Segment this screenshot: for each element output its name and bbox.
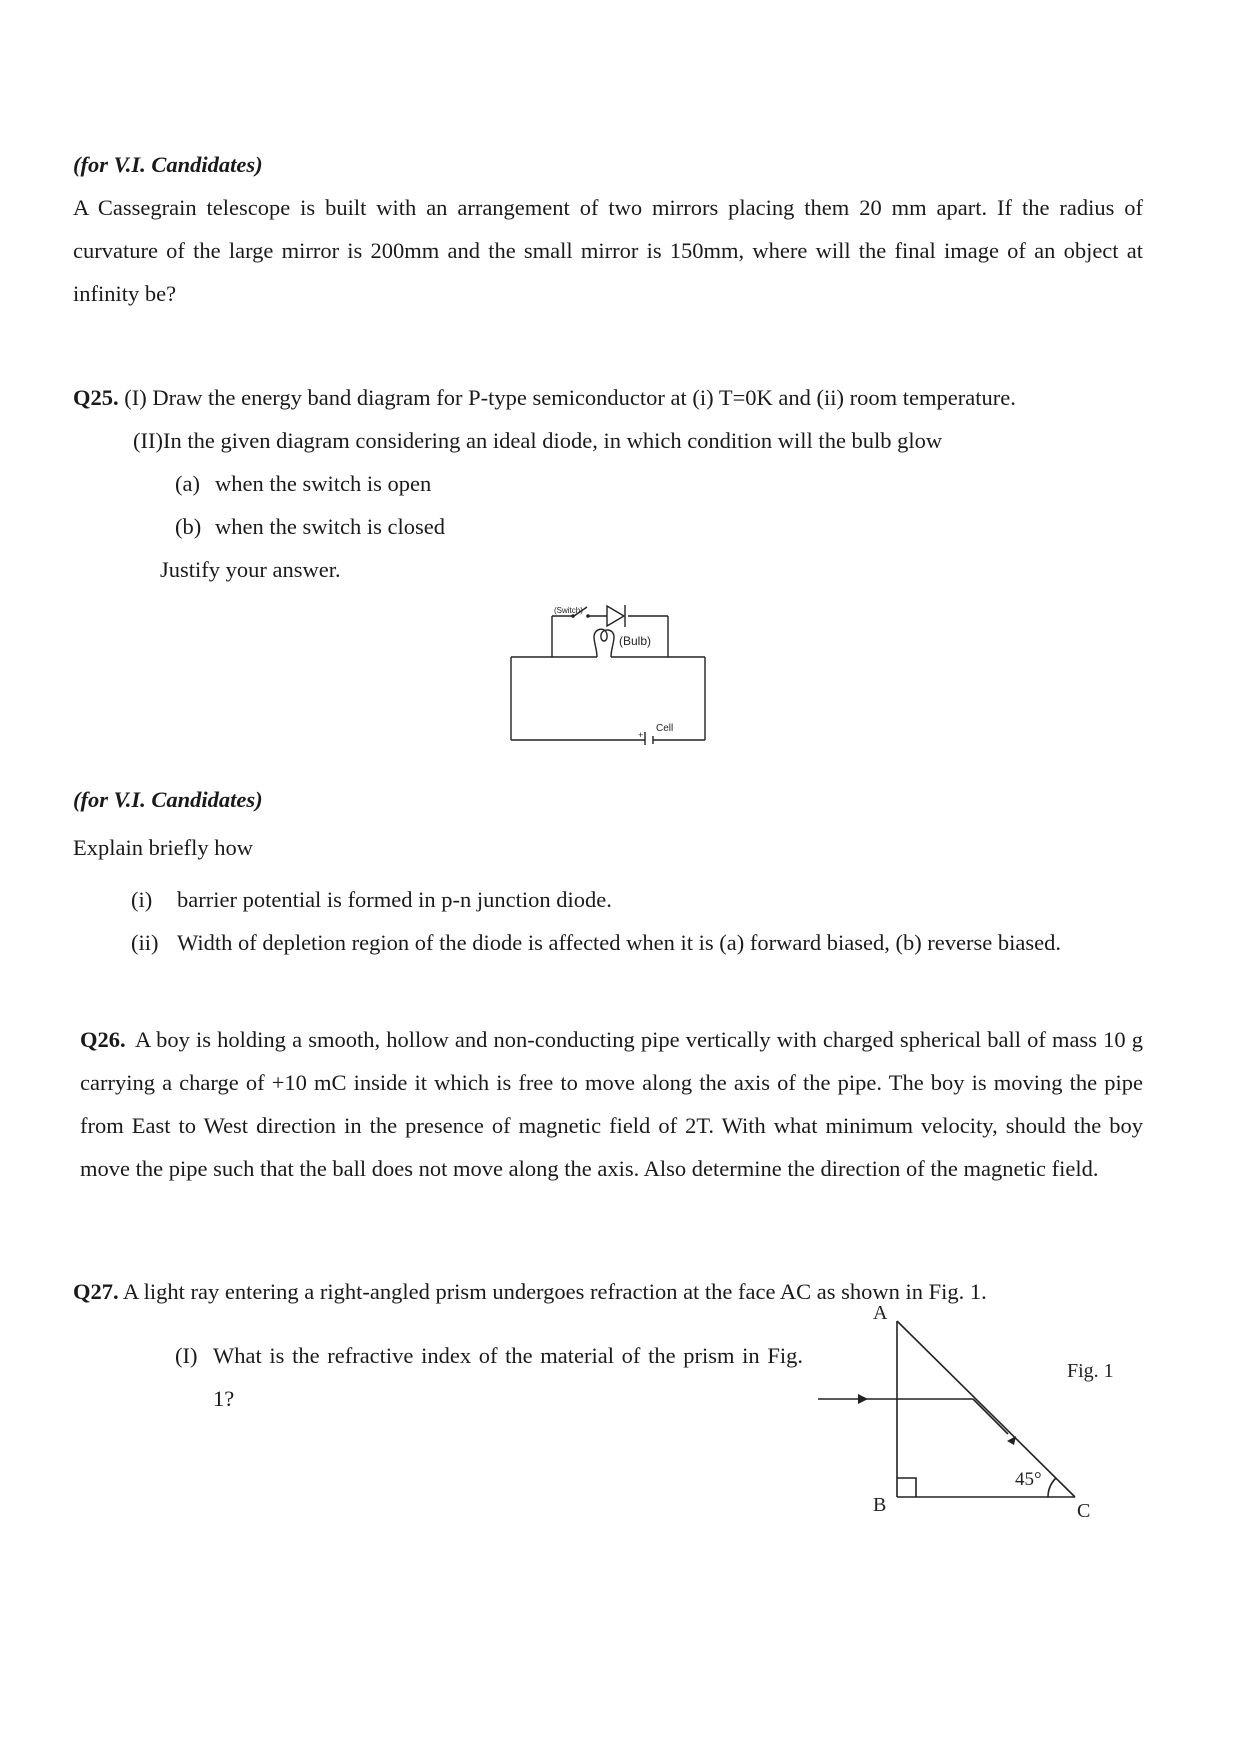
refracted-arrow-icon <box>1007 1436 1016 1445</box>
bulb-icon <box>594 629 614 657</box>
angle-arc <box>1048 1478 1056 1497</box>
q25-justify: Justify your answer. <box>160 557 341 582</box>
vi-question-1: A Cassegrain telescope is built with an arrangement of two mirrors placing them 20 mm apart. If the radius of curvature of the large mirror is 200mm and the small mirror is 150mm, where will the final image of an object at infinity be? <box>73 195 1143 306</box>
q25-option-a <box>175 462 775 505</box>
q26-number: Q26. <box>80 1027 126 1052</box>
q26-text: A boy is holding a smooth, hollow and non-conducting pipe vertically with charged spherical ball of mass 10 g carrying a charge of +10 mC inside it which is free to move along the axis of the pipe. The boy is moving the pipe from East to West direction in the presence of magnetic field of 2T. With what minimum velocity, should the boy move the pipe such that the ball does not move along the axis. Also determine the direction of the magnetic field. <box>80 1027 1143 1181</box>
switch-label: (Switch) <box>554 606 583 615</box>
q27-part1-label: (I) <box>175 1343 198 1368</box>
diode-icon <box>607 606 624 626</box>
prism-face-ac <box>897 1321 1075 1497</box>
vertex-c-label: C <box>1077 1500 1091 1520</box>
q25-part1 <box>73 376 1148 419</box>
vi-item-ii <box>131 921 1143 964</box>
q27-part1-text: What is the refractive index of the material of the prism in Fig. 1? <box>213 1343 803 1411</box>
figure-caption: Fig. 1 <box>1067 1360 1114 1382</box>
prism-figure <box>805 1300 1150 1520</box>
q25-option-b-text: when the switch is closed <box>215 514 445 539</box>
circuit-diagram <box>500 585 720 745</box>
vi-heading-1: (for V.I. Candidates) <box>73 152 263 177</box>
right-angle-mark <box>897 1478 916 1497</box>
vi-item-ii-text: Width of depletion region of the diode is affected when it is (a) forward biased, (b) reverse biased. <box>177 930 1061 955</box>
vi-intro-2: Explain briefly how <box>73 835 253 860</box>
vertex-b-label: B <box>873 1494 887 1516</box>
vi-item-i-text: barrier potential is formed in p-n junction diode. <box>177 887 612 912</box>
incident-arrow-icon <box>858 1394 868 1404</box>
q25-part2: (II)In the given diagram considering an ideal diode, in which condition will the bulb glow <box>133 428 943 453</box>
vi-item-i <box>131 878 1143 921</box>
q25-part1-text: (I) Draw the energy band diagram for P-type semiconductor at (i) T=0K and (ii) room temperature. <box>124 385 1016 410</box>
q27-text: A light ray entering a right-angled prism undergoes refraction at the face AC as shown in Fig. 1. <box>123 1279 987 1304</box>
vi-item-ii-label: (ii) <box>131 930 159 955</box>
q25-option-b <box>175 505 775 548</box>
cell-label: Cell <box>656 723 674 734</box>
vi-heading-2: (for V.I. Candidates) <box>73 787 263 812</box>
vertex-a-label: A <box>873 1302 888 1324</box>
bulb-label: (Bulb) <box>619 634 652 648</box>
q25-option-a-text: when the switch is open <box>215 471 432 496</box>
refracted-ray <box>973 1399 1008 1434</box>
vi-item-i-label: (i) <box>131 887 153 912</box>
q25-option-a-label: (a) <box>175 471 200 496</box>
cell-plus-label: + <box>638 730 644 740</box>
q25-option-b-label: (b) <box>175 514 202 539</box>
q25-number: Q25. <box>73 385 119 410</box>
angle-label: 45° <box>1015 1469 1042 1490</box>
switch-contact-right <box>586 614 590 618</box>
q27-number: Q27. <box>73 1279 119 1304</box>
